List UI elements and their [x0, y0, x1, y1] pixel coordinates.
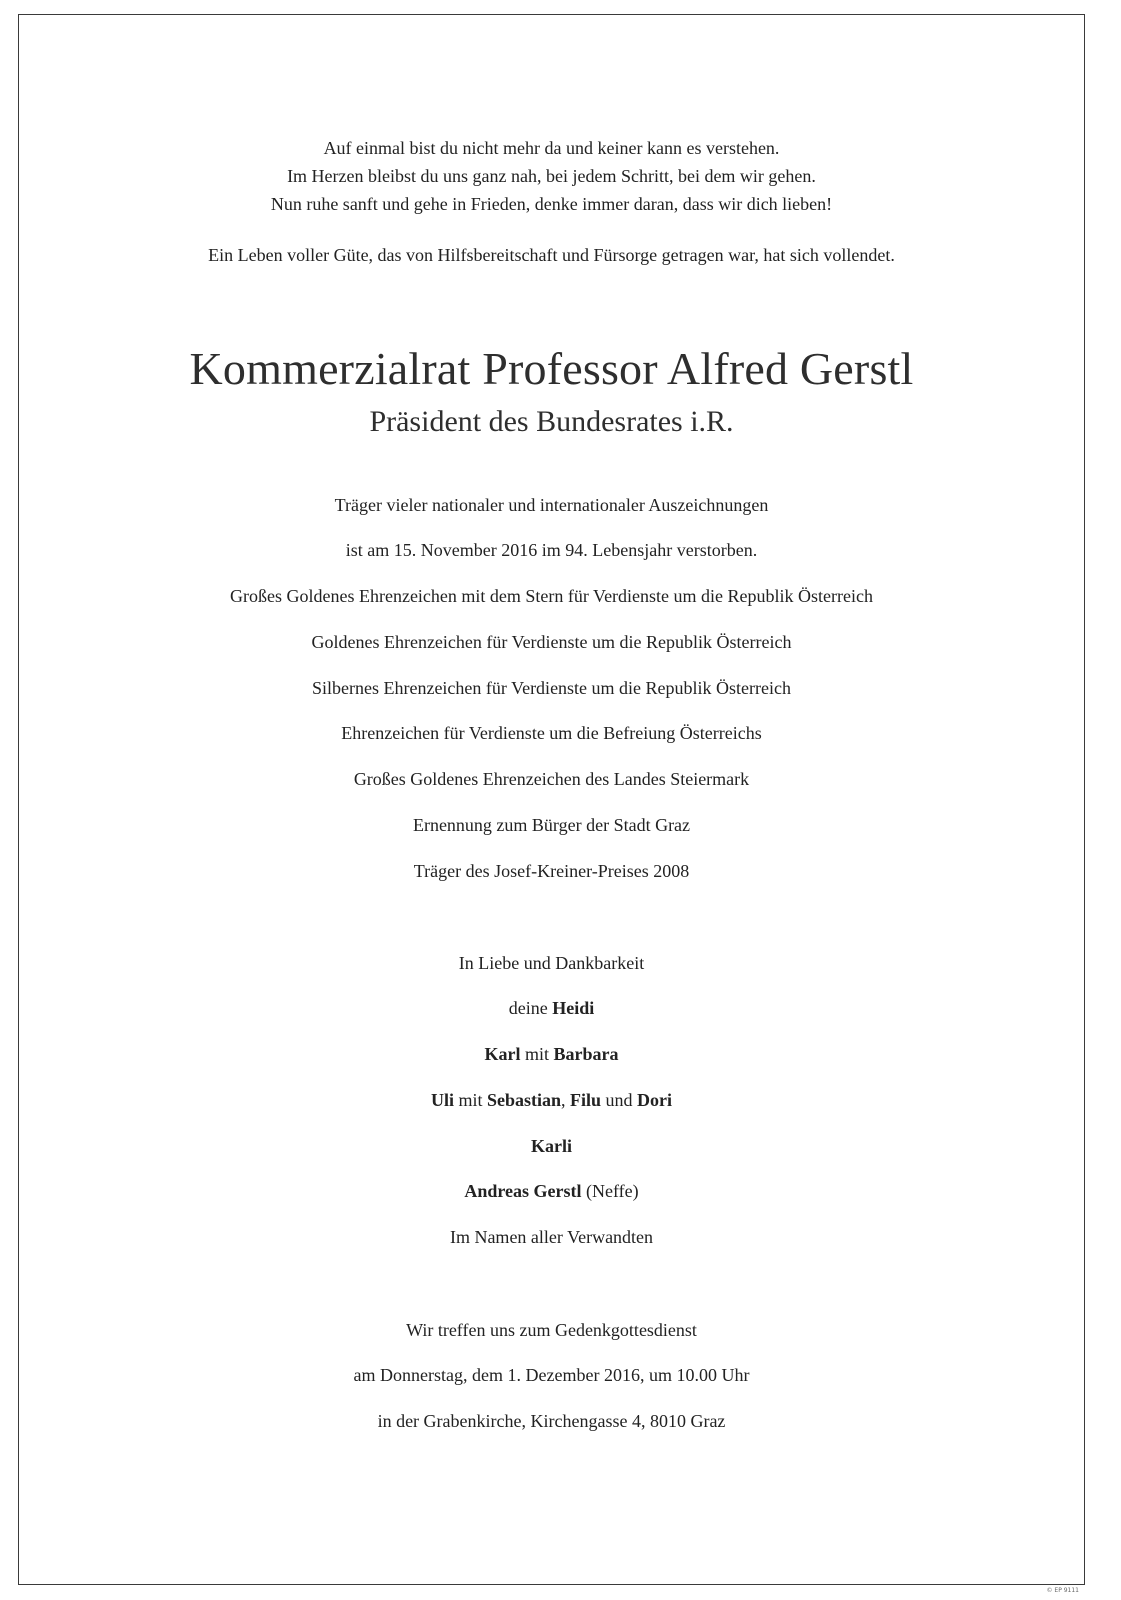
mourner-name: Uli	[430, 1090, 454, 1110]
mourner-name: Karl	[484, 1044, 521, 1064]
mourner-line-karli	[18, 1136, 1085, 1157]
mourner-name: Heidi	[552, 998, 595, 1018]
mourner-name: Andreas Gerstl	[464, 1181, 582, 1201]
mourner-comma: ,	[561, 1090, 566, 1110]
service-line-1: Wir treffen uns zum Gedenkgottesdienst	[406, 1320, 697, 1340]
mourner-line-heidi	[18, 998, 1085, 1019]
deceased-name: Kommerzialrat Professor Alfred Gerstl	[189, 343, 914, 394]
mourner-word: mit	[458, 1090, 483, 1110]
mourners-closing: Im Namen aller Verwandten	[449, 1227, 654, 1247]
print-code: © EP 9111	[1046, 1587, 1079, 1594]
awards-intro: Träger vieler nationaler und internationaler Auszeichnungen	[334, 495, 769, 515]
honor-item: Ernennung zum Bürger der Stadt Graz	[412, 815, 691, 835]
mourner-name: Karli	[531, 1136, 572, 1156]
service-line-2: am Donnerstag, dem 1. Dezember 2016, um 10.00 Uhr	[353, 1365, 750, 1385]
poem-line-2: Im Herzen bleibst du uns ganz nah, bei jedem Schritt, bei dem wir gehen.	[287, 166, 816, 186]
poem-line-3: Nun ruhe sanft und gehe in Frieden, denke immer daran, dass wir dich lieben!	[270, 194, 833, 214]
death-notice: ist am 15. November 2016 im 94. Lebensjahr verstorben.	[345, 540, 758, 560]
honor-item: Träger des Josef-Kreiner-Preises 2008	[413, 861, 690, 881]
mourner-name: Sebastian	[486, 1090, 562, 1110]
honor-item: Silbernes Ehrenzeichen für Verdienste um die Republik Österreich	[311, 678, 791, 698]
mourner-word: und	[605, 1090, 633, 1110]
mourner-word: deine	[508, 998, 548, 1018]
mourner-relation: (Neffe)	[586, 1181, 639, 1201]
honor-item: Goldenes Ehrenzeichen für Verdienste um die Republik Österreich	[311, 632, 792, 652]
honor-item: Großes Goldenes Ehrenzeichen des Landes Steiermark	[353, 769, 750, 789]
poem-line-1: Auf einmal bist du nicht mehr da und keiner kann es verstehen.	[323, 138, 780, 158]
mourner-name: Filu	[570, 1090, 602, 1110]
mourners-opening: In Liebe und Dankbarkeit	[458, 953, 645, 973]
mourner-name: Barbara	[553, 1044, 619, 1064]
mourner-line-uli	[18, 1090, 1085, 1111]
mourner-line-andreas	[18, 1181, 1085, 1202]
honor-item: Großes Goldenes Ehrenzeichen mit dem Stern für Verdienste um die Republik Österreich	[230, 586, 873, 606]
mourner-name: Dori	[637, 1090, 673, 1110]
mourner-word: mit	[524, 1044, 549, 1064]
deceased-title: Präsident des Bundesrates i.R.	[369, 405, 734, 438]
intro-text: Ein Leben voller Güte, das von Hilfsbereitschaft und Fürsorge getragen war, hat sich vollendet.	[208, 245, 895, 265]
mourner-line-karl	[18, 1044, 1085, 1065]
honor-item: Ehrenzeichen für Verdienste um die Befreiung Österreichs	[341, 723, 762, 743]
service-line-3: in der Grabenkirche, Kirchengasse 4, 8010 Graz	[377, 1411, 726, 1431]
